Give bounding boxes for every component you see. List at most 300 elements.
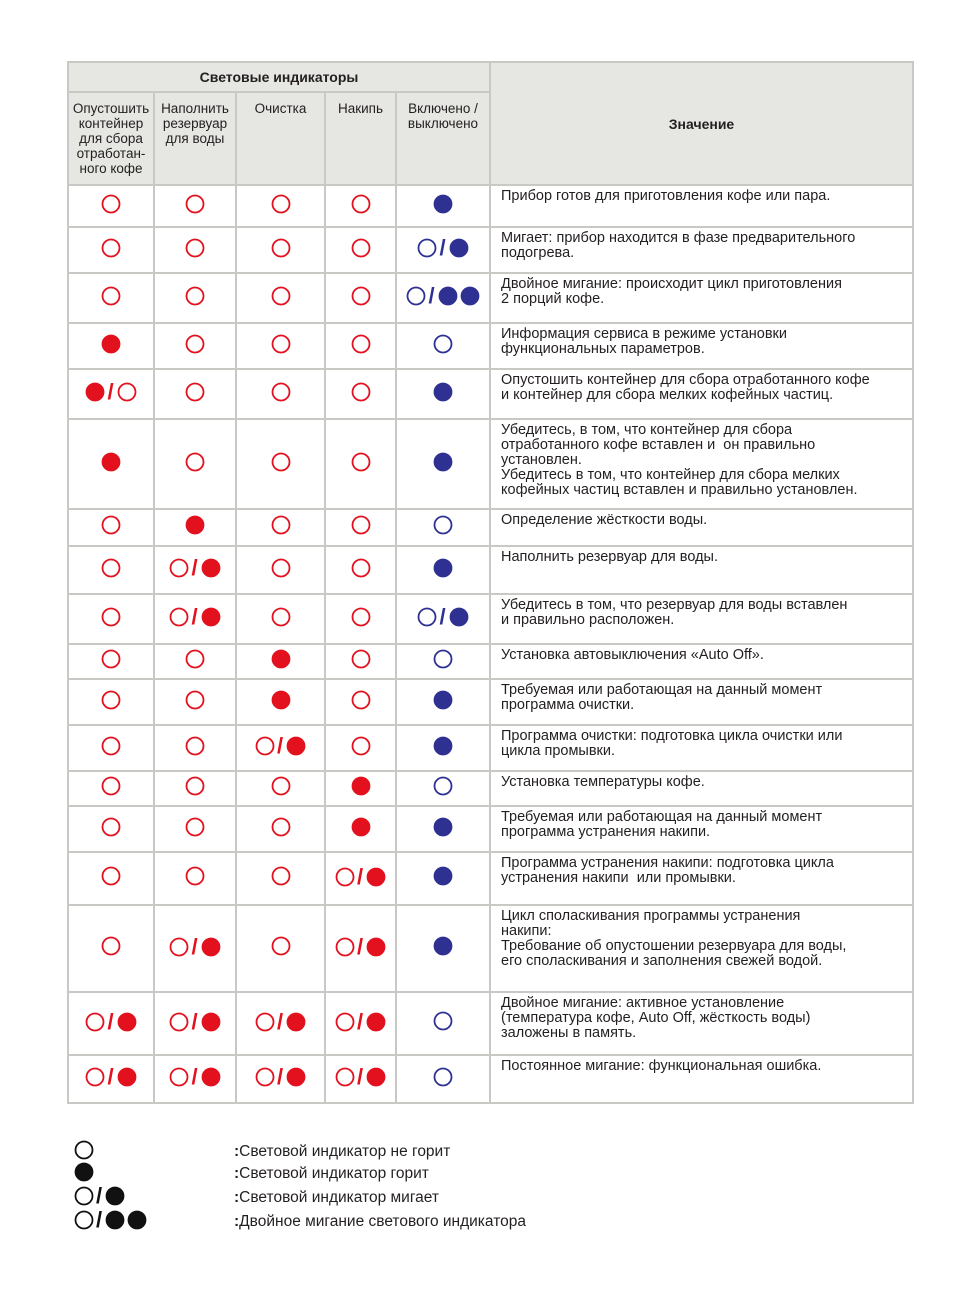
- col-header-descale: Накипь: [325, 92, 396, 185]
- indicator-cell: [154, 679, 236, 725]
- meaning-cell: [490, 227, 913, 273]
- slash-separator: /: [276, 1008, 284, 1034]
- empty-circle-icon: [351, 607, 371, 627]
- indicator-off: [271, 515, 291, 535]
- table-row: [68, 594, 913, 644]
- meaning-text: Мигает: прибор находится в фазе предварительного подогрева.: [501, 230, 856, 261]
- indicator-cell: [154, 419, 236, 509]
- indicator-blinking: [169, 933, 220, 959]
- slash-separator: /: [191, 555, 198, 580]
- indicator-cell: [68, 644, 154, 679]
- indicator-off: [351, 649, 371, 669]
- indicator-cell: [154, 1055, 236, 1103]
- indicator-cell: [236, 546, 325, 594]
- indicator-off: [101, 649, 121, 669]
- indicator-cell: [236, 1055, 325, 1103]
- legend-symbol: [74, 1140, 164, 1160]
- slash-separator: /: [191, 1008, 198, 1034]
- indicator-on: [433, 194, 453, 214]
- meaning-text: Цикл споласкивания программы устранения накипи: Требование об опустошении резервуара для воды, его споласкивания и заполнения свежей водой.: [501, 908, 847, 969]
- empty-circle-icon: [101, 607, 121, 627]
- indicator-cell: [236, 369, 325, 419]
- indicator-off: [101, 607, 121, 627]
- indicator-on: [433, 382, 453, 402]
- empty-circle-icon: [335, 937, 355, 957]
- indicator-off: [101, 194, 121, 214]
- empty-circle-icon: [417, 607, 437, 627]
- legend-separator: :: [234, 1143, 240, 1160]
- indicator-off: [74, 1140, 94, 1160]
- table-row: [68, 273, 913, 323]
- indicator-off: [185, 690, 205, 710]
- indicator-cell: [236, 905, 325, 992]
- empty-circle-icon: [101, 936, 121, 956]
- table-row: [68, 806, 913, 852]
- slash-separator: /: [276, 1064, 284, 1089]
- empty-circle-icon: [74, 1140, 94, 1160]
- indicator-off: [101, 866, 121, 886]
- indicator-cell: [68, 905, 154, 992]
- filled-circle-icon: [286, 1067, 306, 1087]
- meaning-text: Постоянное мигание: функциональная ошибка.: [501, 1058, 822, 1074]
- indicator-cell: [396, 546, 490, 594]
- empty-circle-icon: [85, 1012, 105, 1032]
- indicator-on: [351, 776, 371, 796]
- slash-separator: /: [356, 863, 364, 889]
- empty-circle-icon: [74, 1186, 94, 1206]
- indicator-cell: [68, 806, 154, 852]
- indicator-off: [185, 238, 205, 258]
- empty-circle-icon: [185, 452, 205, 472]
- indicator-blinking: [335, 1066, 386, 1088]
- legend-text: [234, 1165, 429, 1183]
- indicator-cell: [236, 273, 325, 323]
- indicator-off: [351, 558, 371, 578]
- indicator-cell: [236, 594, 325, 644]
- indicator-table: [67, 61, 914, 1104]
- filled-circle-icon: [286, 736, 306, 756]
- indicator-cell: [396, 679, 490, 725]
- indicator-cell: [154, 227, 236, 273]
- empty-circle-icon: [255, 1067, 275, 1087]
- legend-separator: :: [234, 1213, 240, 1230]
- indicator-cell: [325, 185, 396, 227]
- indicator-on: [433, 817, 453, 837]
- legend-separator: :: [234, 1165, 240, 1182]
- empty-circle-icon: [101, 866, 121, 886]
- filled-circle-icon: [101, 334, 121, 354]
- indicator-blinking: [169, 606, 220, 628]
- filled-circle-icon: [201, 1067, 221, 1087]
- indicator-off: [101, 736, 121, 756]
- meaning-cell: [490, 369, 913, 419]
- indicator-cell: [325, 725, 396, 771]
- slash-separator: /: [191, 933, 198, 959]
- empty-circle-icon: [433, 515, 453, 535]
- legend-text: [234, 1143, 450, 1161]
- filled-circle-icon: [433, 382, 453, 402]
- indicator-cell: [236, 185, 325, 227]
- empty-circle-icon: [351, 334, 371, 354]
- meaning-cell: [490, 185, 913, 227]
- indicator-on: [433, 452, 453, 472]
- indicator-cell: [236, 509, 325, 546]
- indicator-off: [271, 382, 291, 402]
- filled-circle-icon: [351, 776, 371, 796]
- meaning-cell: [490, 509, 913, 546]
- slash-separator: /: [428, 283, 435, 308]
- empty-circle-icon: [351, 452, 371, 472]
- indicator-cell: [325, 1055, 396, 1103]
- indicator-off: [351, 334, 371, 354]
- indicator-on: [101, 452, 121, 472]
- indicator-off: [351, 736, 371, 756]
- indicator-off: [351, 286, 371, 306]
- empty-circle-icon: [185, 334, 205, 354]
- indicator-cell: [236, 679, 325, 725]
- empty-circle-icon: [433, 776, 453, 796]
- empty-circle-icon: [335, 1012, 355, 1032]
- indicator-cell: [154, 771, 236, 806]
- indicator-cell: [154, 806, 236, 852]
- indicator-off: [351, 607, 371, 627]
- indicator-cell: [68, 679, 154, 725]
- indicator-cell: [68, 546, 154, 594]
- indicator-cell: [325, 905, 396, 992]
- indicator-on: [433, 690, 453, 710]
- empty-circle-icon: [271, 817, 291, 837]
- table-row: [68, 369, 913, 419]
- indicator-cell: [68, 992, 154, 1055]
- indicator-off: [101, 515, 121, 535]
- meaning-text: Определение жёсткости воды.: [501, 512, 708, 528]
- empty-circle-icon: [101, 286, 121, 306]
- filled-circle-icon: [105, 1186, 125, 1206]
- legend-symbol: [74, 1183, 164, 1208]
- indicator-cell: [154, 725, 236, 771]
- empty-circle-icon: [351, 194, 371, 214]
- indicator-cell: [396, 644, 490, 679]
- indicator-off: [185, 452, 205, 472]
- empty-circle-icon: [271, 866, 291, 886]
- indicator-off: [185, 866, 205, 886]
- filled-circle-icon: [286, 1012, 306, 1032]
- empty-circle-icon: [406, 286, 426, 306]
- indicator-off: [271, 238, 291, 258]
- indicator-cell: [325, 679, 396, 725]
- meaning-cell: [490, 546, 913, 594]
- empty-circle-icon: [169, 558, 189, 578]
- meaning-cell: [490, 323, 913, 369]
- empty-circle-icon: [271, 607, 291, 627]
- slash-separator: /: [96, 1183, 103, 1208]
- empty-circle-icon: [271, 194, 291, 214]
- indicator-cell: [325, 992, 396, 1055]
- indicator-cell: [236, 644, 325, 679]
- indicator-blinking: [74, 1185, 125, 1207]
- indicator-off: [433, 1011, 453, 1031]
- legend-label: Световой индикатор горит: [239, 1165, 429, 1182]
- filled-circle-icon: [366, 937, 386, 957]
- indicator-off: [101, 286, 121, 306]
- empty-circle-icon: [101, 194, 121, 214]
- indicator-cell: [154, 369, 236, 419]
- filled-circle-icon: [201, 607, 221, 627]
- indicator-cell: [396, 227, 490, 273]
- indicator-cell: [154, 905, 236, 992]
- meaning-text: Информация сервиса в режиме установки функциональных параметров.: [501, 326, 787, 357]
- indicator-off: [271, 776, 291, 796]
- slash-separator: /: [191, 604, 198, 629]
- filled-circle-icon: [85, 382, 105, 402]
- indicator-off: [271, 452, 291, 472]
- empty-circle-icon: [335, 867, 355, 887]
- filled-circle-icon: [433, 936, 453, 956]
- empty-circle-icon: [255, 1012, 275, 1032]
- filled-circle-icon: [117, 1012, 137, 1032]
- empty-circle-icon: [351, 649, 371, 669]
- empty-circle-icon: [271, 286, 291, 306]
- filled-circle-icon: [74, 1162, 94, 1182]
- table-row: [68, 419, 913, 509]
- indicator-off: [185, 817, 205, 837]
- indicator-cell: [396, 852, 490, 905]
- indicator-blinking: [85, 381, 136, 403]
- meaning-text: Прибор готов для приготовления кофе или пара.: [501, 188, 831, 204]
- indicator-off: [185, 286, 205, 306]
- indicator-cell: [325, 419, 396, 509]
- slash-separator: /: [107, 1008, 114, 1034]
- indicators-group-header: Световые индикаторы: [68, 62, 490, 92]
- indicator-cell: [236, 227, 325, 273]
- indicator-blinking: [255, 735, 306, 757]
- indicator-cell: [396, 725, 490, 771]
- empty-circle-icon: [101, 817, 121, 837]
- col-header-empty-grounds: Опустошить контейнер для сбора отработан- ного кофе: [68, 92, 154, 185]
- filled-circle-icon: [449, 238, 469, 258]
- indicator-cell: [325, 594, 396, 644]
- empty-circle-icon: [335, 1067, 355, 1087]
- filled-circle-icon: [271, 690, 291, 710]
- indicator-cell: [325, 227, 396, 273]
- empty-circle-icon: [169, 1012, 189, 1032]
- indicator-off: [271, 936, 291, 956]
- indicator-off: [351, 690, 371, 710]
- empty-circle-icon: [117, 382, 137, 402]
- table-row: [68, 185, 913, 227]
- indicator-cell: [396, 594, 490, 644]
- filled-circle-icon: [201, 558, 221, 578]
- indicator-on: [351, 817, 371, 837]
- indicator-off: [433, 776, 453, 796]
- indicator-cell: [154, 509, 236, 546]
- indicator-blinking: [335, 933, 386, 959]
- indicator-cell: [396, 369, 490, 419]
- indicator-on: [185, 515, 205, 535]
- indicator-off: [433, 515, 453, 535]
- meaning-cell: [490, 1055, 913, 1103]
- indicator-off: [351, 452, 371, 472]
- empty-circle-icon: [101, 238, 121, 258]
- meaning-cell: [490, 852, 913, 905]
- slash-separator: /: [356, 1008, 364, 1034]
- empty-circle-icon: [351, 238, 371, 258]
- col-header-fill-water: Наполнить резервуар для воды: [154, 92, 236, 185]
- indicator-cell: [396, 806, 490, 852]
- indicator-cell: [154, 185, 236, 227]
- indicator-off: [185, 736, 205, 756]
- indicator-off: [351, 194, 371, 214]
- filled-circle-icon: [105, 1210, 125, 1230]
- meaning-text: Установка автовыключения «Auto Off».: [501, 647, 764, 663]
- meaning-text: Убедитесь в том, что резервуар для воды вставлен и правильно расположен.: [501, 597, 848, 628]
- empty-circle-icon: [255, 736, 275, 756]
- indicator-blinking: [335, 863, 386, 889]
- indicator-cell: [325, 323, 396, 369]
- filled-circle-icon: [351, 817, 371, 837]
- empty-circle-icon: [185, 649, 205, 669]
- indicator-off: [101, 776, 121, 796]
- indicator-cell: [68, 227, 154, 273]
- indicator-off: [101, 238, 121, 258]
- empty-circle-icon: [101, 515, 121, 535]
- indicator-cell: [68, 273, 154, 323]
- indicator-cell: [396, 992, 490, 1055]
- empty-circle-icon: [271, 558, 291, 578]
- meaning-cell: [490, 806, 913, 852]
- filled-circle-icon: [201, 1012, 221, 1032]
- empty-circle-icon: [185, 286, 205, 306]
- empty-circle-icon: [169, 937, 189, 957]
- indicator-off: [101, 690, 121, 710]
- indicator-cell: [68, 185, 154, 227]
- indicator-off: [185, 194, 205, 214]
- indicator-off: [271, 286, 291, 306]
- empty-circle-icon: [101, 690, 121, 710]
- empty-circle-icon: [271, 452, 291, 472]
- filled-circle-icon: [366, 1012, 386, 1032]
- empty-circle-icon: [101, 736, 121, 756]
- slash-separator: /: [96, 1207, 103, 1232]
- slash-separator: /: [107, 379, 114, 404]
- empty-circle-icon: [185, 736, 205, 756]
- empty-circle-icon: [351, 286, 371, 306]
- indicator-cell: [396, 905, 490, 992]
- meaning-cell: [490, 771, 913, 806]
- meaning-cell: [490, 725, 913, 771]
- empty-circle-icon: [185, 690, 205, 710]
- indicator-cell: [325, 806, 396, 852]
- empty-circle-icon: [74, 1210, 94, 1230]
- indicator-cell: [396, 419, 490, 509]
- filled-circle-icon: [433, 817, 453, 837]
- indicator-on: [74, 1162, 94, 1182]
- indicator-cell: [154, 992, 236, 1055]
- filled-circle-icon: [460, 286, 480, 306]
- meaning-text: Установка температуры кофе.: [501, 774, 705, 790]
- indicator-off: [271, 817, 291, 837]
- indicator-off: [101, 817, 121, 837]
- indicator-cell: [154, 644, 236, 679]
- table-row: [68, 644, 913, 679]
- indicator-off: [271, 334, 291, 354]
- legend-symbol: [74, 1207, 164, 1232]
- indicator-cell: [68, 771, 154, 806]
- indicator-on: [101, 334, 121, 354]
- indicator-blinking: [417, 606, 468, 628]
- empty-circle-icon: [271, 936, 291, 956]
- table-row: [68, 852, 913, 905]
- indicator-off: [185, 776, 205, 796]
- legend-text: [234, 1189, 439, 1207]
- meaning-cell: [490, 905, 913, 992]
- indicator-blinking: [169, 557, 220, 579]
- empty-circle-icon: [351, 382, 371, 402]
- indicator-blinking: [85, 1008, 136, 1034]
- legend-text: [234, 1213, 526, 1231]
- slash-separator: /: [276, 733, 284, 758]
- indicator-cell: [325, 273, 396, 323]
- meaning-text: Опустошить контейнер для сбора отработанного кофе и контейнер для сбора мелких кофейных частиц.: [501, 372, 870, 403]
- indicator-double-blink: [74, 1209, 147, 1231]
- table-row: [68, 546, 913, 594]
- indicator-blinking: [417, 237, 468, 259]
- meaning-text: Программа устранения накипи: подготовка цикла устранения накипи или промывки.: [501, 855, 834, 886]
- table-row: [68, 771, 913, 806]
- col-header-power: Включено / выключено: [396, 92, 490, 185]
- empty-circle-icon: [185, 817, 205, 837]
- indicator-blinking: [169, 1008, 220, 1034]
- indicator-cell: [68, 509, 154, 546]
- table-row: [68, 992, 913, 1055]
- empty-circle-icon: [351, 690, 371, 710]
- indicator-off: [433, 334, 453, 354]
- filled-circle-icon: [433, 736, 453, 756]
- indicator-on: [433, 558, 453, 578]
- indicator-off: [433, 1067, 453, 1087]
- indicator-cell: [236, 806, 325, 852]
- meaning-text: Двойное мигание: активное установление (температура кофе, Auto Off, жёсткость воды) заложены в память.: [501, 995, 811, 1041]
- indicator-cell: [236, 771, 325, 806]
- filled-circle-icon: [127, 1210, 147, 1230]
- filled-circle-icon: [366, 867, 386, 887]
- indicator-cell: [154, 273, 236, 323]
- meaning-cell: [490, 594, 913, 644]
- filled-circle-icon: [271, 649, 291, 669]
- table-row: [68, 509, 913, 546]
- indicator-blinking: [335, 1008, 386, 1034]
- indicator-cell: [154, 594, 236, 644]
- empty-circle-icon: [169, 607, 189, 627]
- empty-circle-icon: [433, 334, 453, 354]
- indicator-off: [433, 649, 453, 669]
- empty-circle-icon: [101, 649, 121, 669]
- indicator-cell: [325, 644, 396, 679]
- indicator-cell: [236, 992, 325, 1055]
- slash-separator: /: [356, 1064, 364, 1089]
- empty-circle-icon: [433, 1067, 453, 1087]
- empty-circle-icon: [101, 558, 121, 578]
- indicator-cell: [396, 509, 490, 546]
- filled-circle-icon: [433, 452, 453, 472]
- table-row: [68, 227, 913, 273]
- indicator-cell: [325, 546, 396, 594]
- indicator-off: [271, 194, 291, 214]
- indicator-on: [433, 936, 453, 956]
- indicator-off: [351, 515, 371, 535]
- indicator-cell: [154, 323, 236, 369]
- indicator-cell: [68, 1055, 154, 1103]
